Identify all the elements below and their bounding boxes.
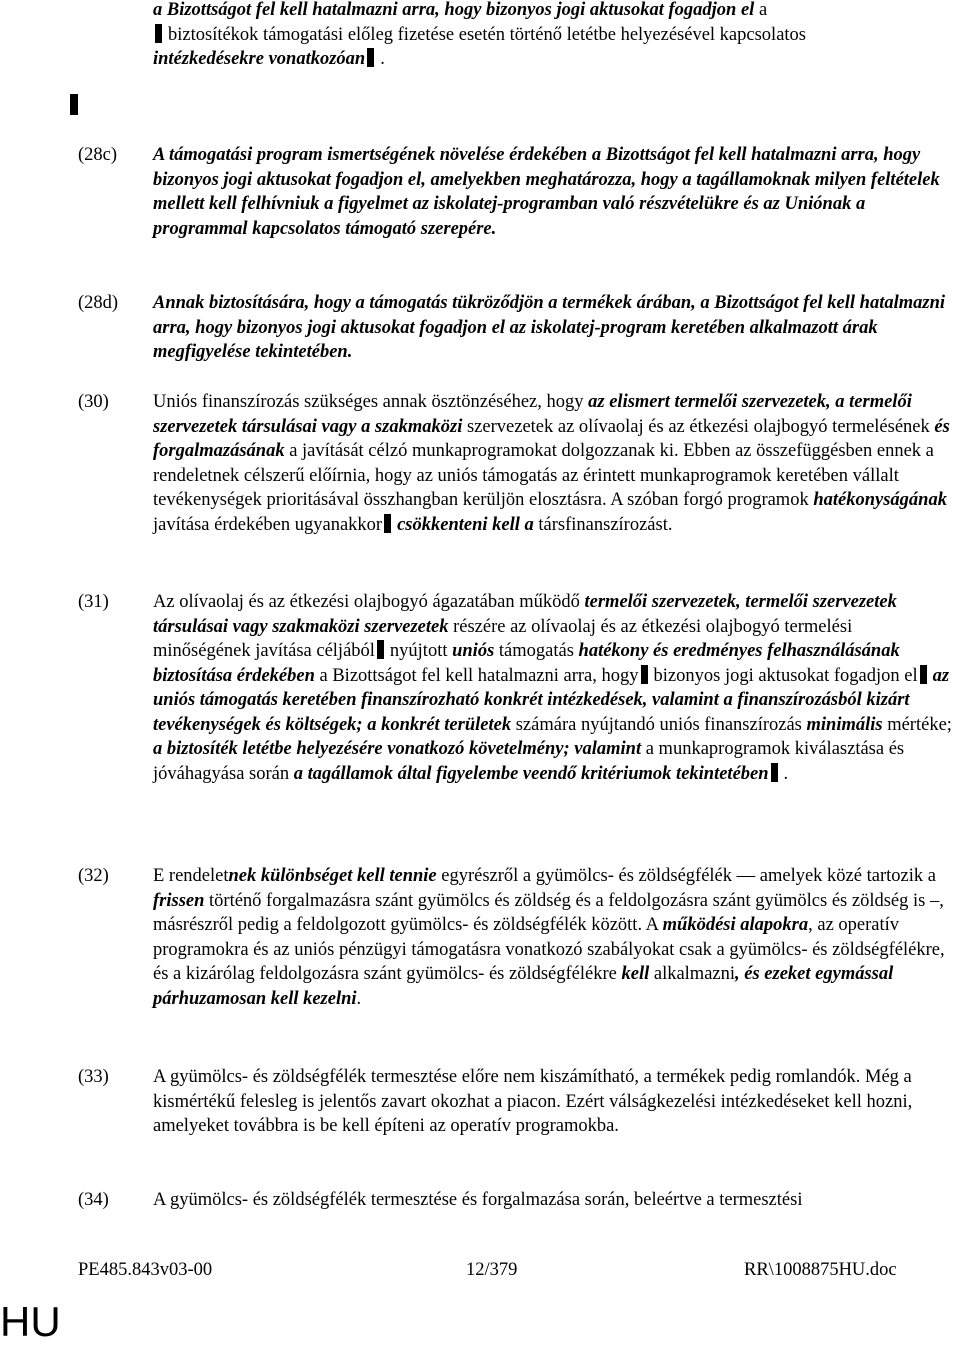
text-run: csökkenteni kell a bbox=[397, 514, 534, 535]
text-run: számára nyújtandó uniós finanszírozás bbox=[511, 714, 807, 735]
text-run: a javítását célzó munkaprogramokat dolgozzanak ki. Ebben az összefüggésben ennek a rendeletnek célszerű előírnia, hogy az uniós támogatás az érintett munkaprogramok keretében vállalt tevékenységek prioritásával összhangban kerüljön elosztásra. A szóban forgó programok bbox=[153, 441, 934, 510]
text-run: a tagállamok által figyelembe veendő kritériumok tekintetében bbox=[293, 763, 769, 784]
margin-change-bar-icon bbox=[70, 94, 78, 115]
text-run: Az olívaolaj és az étkezési olajbogyó ágazatában működő bbox=[153, 592, 585, 612]
footer-page-number: 12/379 bbox=[466, 1260, 518, 1280]
intro-text-2: a bbox=[754, 0, 768, 20]
text-run: nek különbséget kell tennie bbox=[228, 866, 437, 886]
item-number: (34) bbox=[78, 1190, 109, 1210]
text-run: . bbox=[783, 763, 789, 784]
item-number: (30) bbox=[78, 392, 109, 412]
text-run: és forgalmazásának bbox=[153, 416, 950, 461]
change-bar-icon bbox=[771, 763, 778, 782]
item-text: A támogatási program ismertségének növelése érdekében a Bizottságot fel kell hatalmazni arra, hogy bizonyos jogi aktusokat fogadjon el, amelyekben meghatározza, hogy a tagállamoknak milyen feltételek mellett kell felhívniuk a figyelmet az iskolatej-programban való részvételükre és az Uniónak a programmal kapcsolatos támogató szerepére. bbox=[153, 145, 940, 239]
text-run: frissen bbox=[153, 890, 205, 911]
text-run: egyrészről a gyümölcs- és zöldségfélék — amelyek közé tartozik a bbox=[436, 866, 936, 886]
item-paragraph bbox=[153, 590, 953, 786]
item-number: (32) bbox=[78, 866, 109, 886]
change-bar-icon bbox=[384, 514, 391, 533]
text-run: termelői szervezetek, termelői szervezetek társulásai vagy szakmaközi szervezetek bbox=[153, 592, 897, 637]
text-run: minimális bbox=[806, 714, 883, 735]
text-run: E rendelet bbox=[153, 866, 229, 886]
text-run: Uniós finanszírozás szükséges annak ösztönzéséhez, hogy bbox=[153, 392, 589, 412]
item-number: (28d) bbox=[78, 293, 119, 313]
item-text: A gyümölcs- és zöldségfélék termesztése előre nem kiszámítható, a termékek pedig romlandók. Még a kismértékű felesleg is jelentős zavart okozhat a piacon. Ezért válságkezelési intézkedéseket kell hozni, amelyeket továbbra is be kell építeni az operatív programokba. bbox=[153, 1067, 913, 1136]
footer-file-name: RR\1008875HU.doc bbox=[744, 1260, 897, 1280]
item-number: (28c) bbox=[78, 145, 118, 165]
item-paragraph bbox=[153, 390, 953, 537]
item-text: Annak biztosítására, hogy a támogatás tükröződjön a termékek árában, a Bizottságot fel kell hatalmazni arra, hogy bizonyos jogi aktusokat fogadjon el az iskolatej-program keretében alkalmazott árak megfigyelése tekintetében. bbox=[153, 293, 946, 362]
change-bar-icon bbox=[155, 24, 162, 43]
intro-paragraph bbox=[153, 0, 953, 72]
text-run: uniós bbox=[452, 641, 495, 661]
text-run: hatékony és eredményes felhasználásának biztosítása érdekében bbox=[153, 641, 900, 686]
text-run: , és ezeket egymással párhuzamosan kell kezelni bbox=[153, 964, 894, 1009]
text-run: javítása érdekében ugyanakkor bbox=[153, 514, 383, 535]
change-bar-icon bbox=[920, 665, 927, 684]
text-run: kell bbox=[621, 964, 650, 984]
text-run: a biztosíték letétbe helyezésére vonatkozó követelmény; valamint bbox=[153, 739, 642, 759]
text-run: szervezetek az olívaolaj és az étkezési olajbogyó termelésének bbox=[462, 416, 935, 437]
text-run: a munkaprogramok kiválasztása és jóváhagyása során bbox=[153, 739, 905, 784]
item-paragraph bbox=[153, 864, 953, 1011]
text-run: működési alapokra bbox=[662, 915, 809, 935]
text-run: részére az olívaolaj és az étkezési olajbogyó termelési minőségének javítása céljából bbox=[153, 616, 853, 661]
item-number: (33) bbox=[78, 1067, 109, 1087]
item-text: A gyümölcs- és zöldségfélék termesztése és forgalmazása során, beleértve a termesztési bbox=[153, 1190, 803, 1210]
text-run: történő forgalmazásra szánt gyümölcs és zöldség és a feldolgozásra szánt gyümölcs és zöldség is –, másrészről pedig a feldolgozott gyümölcs- és zöldségfélék között. A bbox=[153, 890, 944, 935]
text-run: társfinanszírozást. bbox=[533, 514, 673, 535]
change-bar-icon bbox=[367, 48, 374, 67]
intro-text-5: . bbox=[380, 49, 385, 69]
intro-text-4: intézkedésekre vonatkozóan bbox=[153, 49, 366, 69]
change-bar-icon bbox=[641, 665, 648, 684]
footer-document-id: PE485.843v03-00 bbox=[78, 1260, 213, 1280]
text-run: mértéke; bbox=[882, 714, 952, 735]
text-run: hatékonyságának bbox=[813, 490, 947, 510]
text-run: , az operatív programokra és az uniós pénzügyi támogatásra vonatkozó szabályokat csak a gyümölcs- és zöldségfélékre, és a kizárólag feldolgozásra szánt gyümölcs- és zöldségfélékre bbox=[153, 915, 945, 984]
change-bar-icon bbox=[377, 640, 384, 659]
intro-text-3: biztosítékok támogatási előleg fizetése esetén történő letétbe helyezésével kapcsolatos bbox=[168, 24, 806, 45]
item-number: (31) bbox=[78, 592, 109, 612]
intro-text-1: a Bizottságot fel kell hatalmazni arra, hogy bizonyos jogi aktusokat fogadjon el bbox=[153, 0, 755, 20]
language-code: HU bbox=[0, 1298, 61, 1345]
text-run: az uniós támogatás keretében finanszírozható konkrét intézkedések, valamint a finanszírozásból kizárt tevékenységek és költségek; a konkrét területek bbox=[153, 665, 950, 735]
text-run: támogatás bbox=[494, 641, 579, 661]
text-run: nyújtott bbox=[389, 641, 453, 661]
text-run: . bbox=[356, 988, 362, 1009]
text-run: alkalmazni bbox=[649, 964, 736, 984]
text-run: a Bizottságot fel kell hatalmazni arra, hogy bbox=[314, 665, 639, 686]
text-run: bizonyos jogi aktusokat fogadjon el bbox=[653, 665, 918, 686]
text-run: az elismert termelői szervezetek, a termelői szervezetek társulásai vagy a szakmaközi bbox=[153, 392, 912, 437]
